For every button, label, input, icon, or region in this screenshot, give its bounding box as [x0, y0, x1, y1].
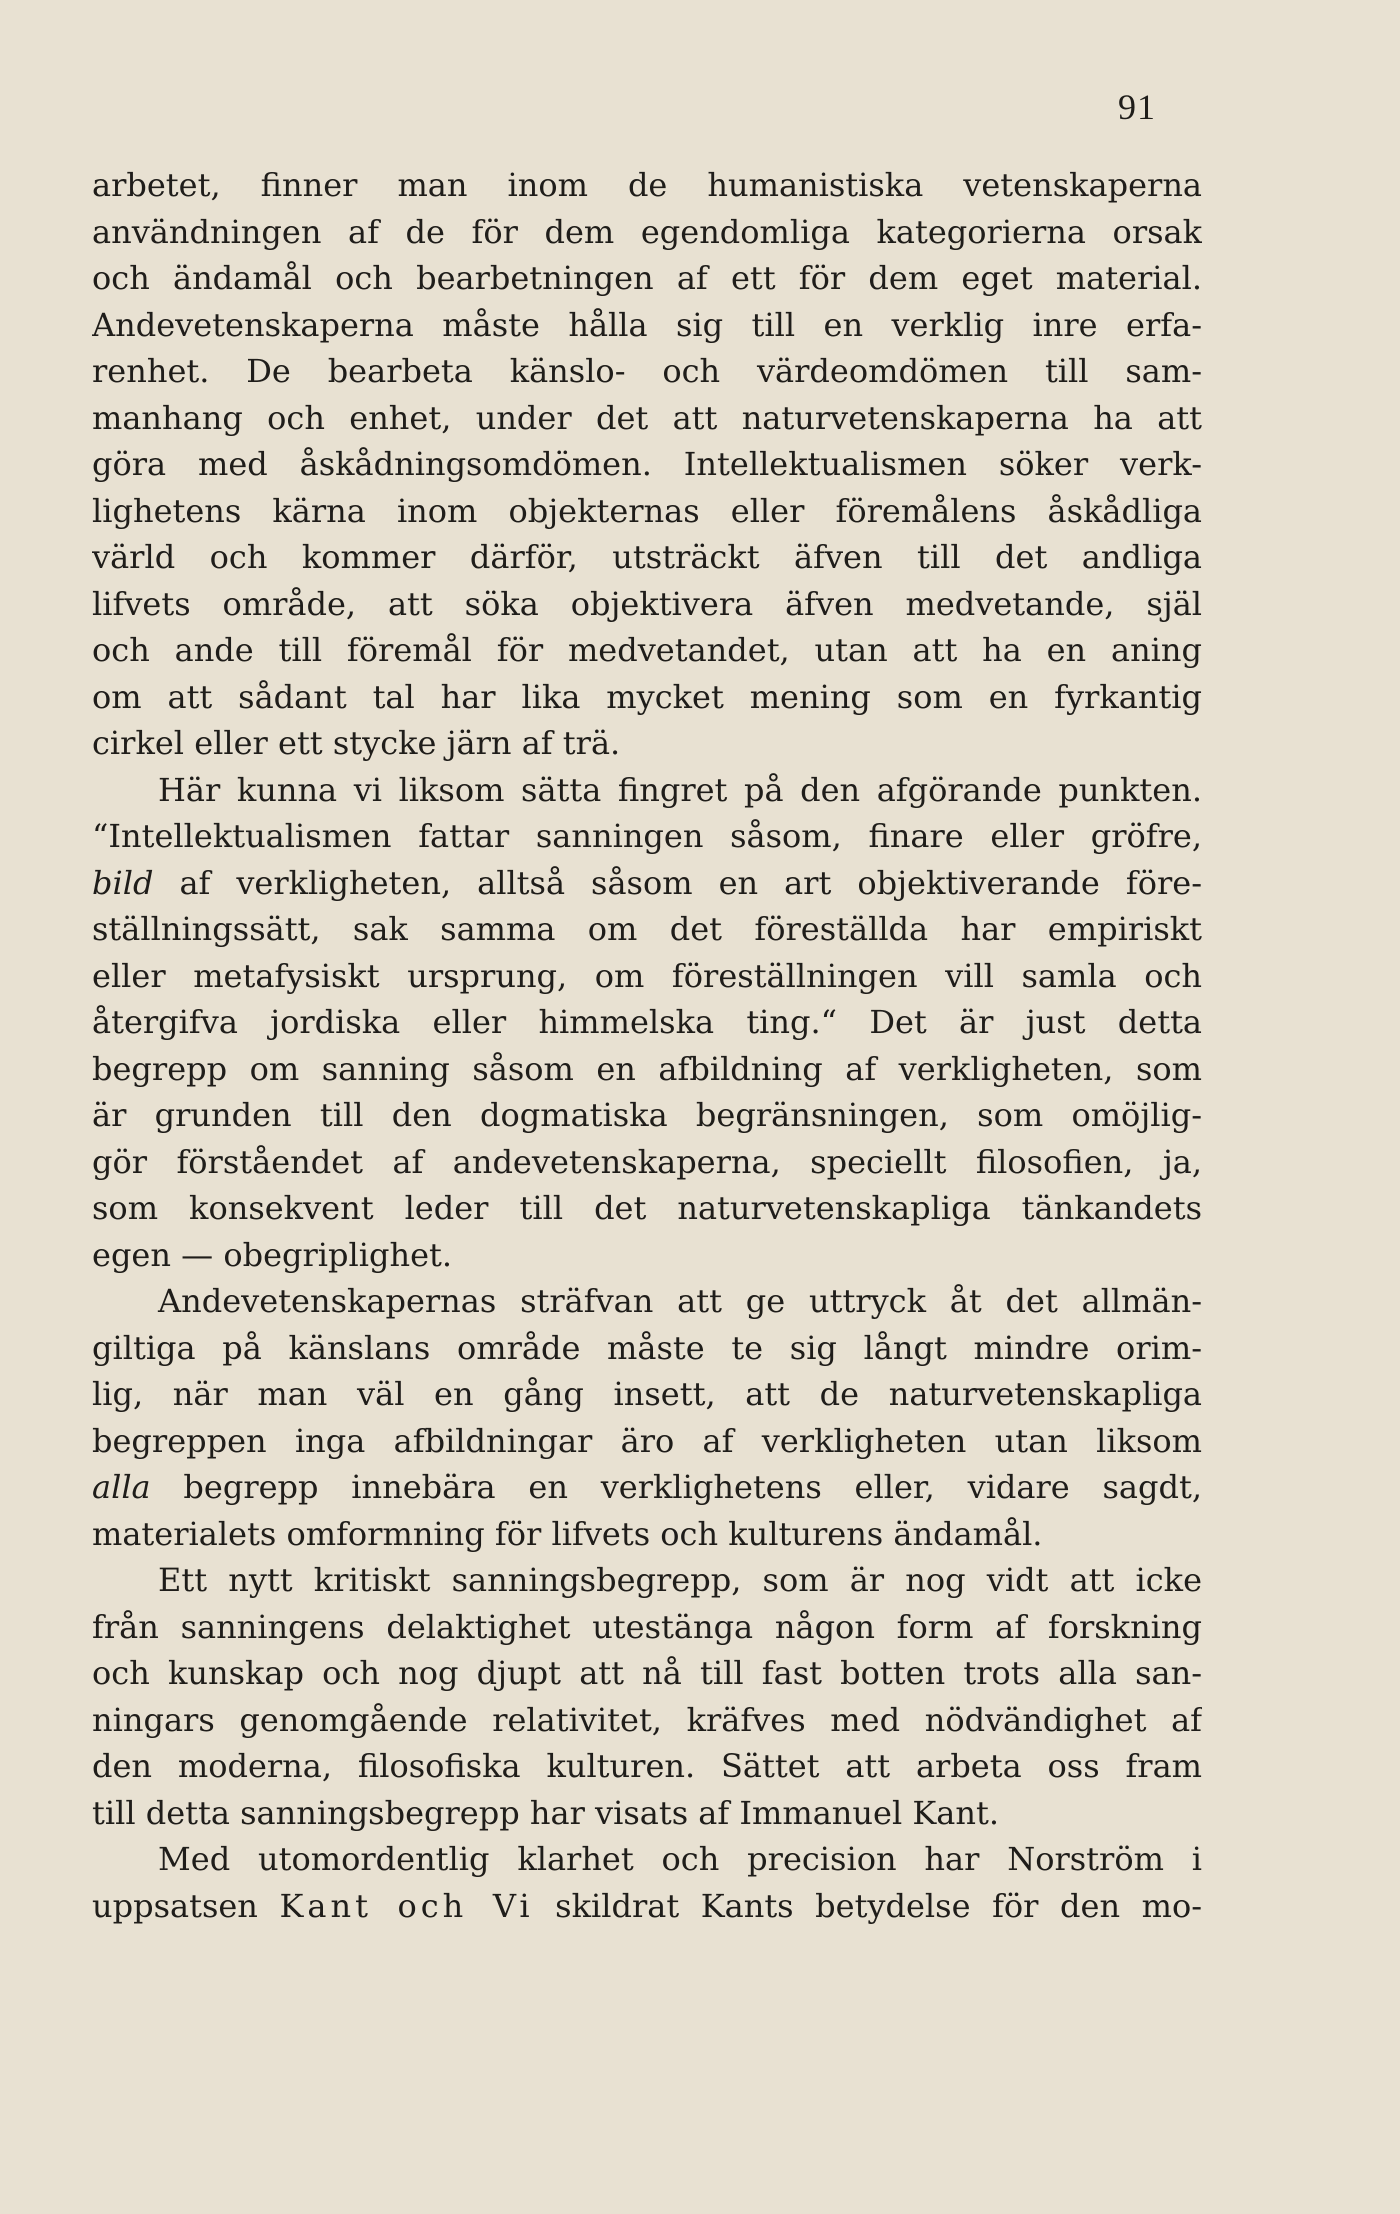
text-line: göra med åskådningsomdömen. Intellektualismen söker verk-: [92, 445, 1202, 483]
text-line: från sanningens delaktighet utestänga någon form af forskning: [92, 1607, 1202, 1646]
text-line: Andevetenskaperna måste hålla sig till en verklig inre erfa-: [92, 305, 1202, 344]
body-text: [92, 162, 1202, 1929]
text-line-with-spaced-title: [92, 1883, 1202, 1930]
text-line: och ändamål och bearbetningen af ett för dem eget material.: [92, 259, 1202, 297]
text-line: och ande till föremål för medvetandet, utan att ha en aning: [92, 631, 1202, 669]
paragraph-end-line: cirkel eller ett stycke järn af trä.: [92, 724, 621, 762]
text-line-with-italic: [92, 860, 1202, 907]
text-line: ställningssätt, sak samma om det föreställda har empiriskt: [92, 910, 1202, 948]
paragraph-end-line: till detta sanningsbegrepp har visats af Immanuel Kant.: [92, 1793, 999, 1832]
text-segment: skildrat Kants betydelse för den mo-: [555, 1886, 1202, 1925]
paragraph-start-line: Andevetenskapernas sträfvan att ge uttryck åt det allmän-: [158, 1282, 1202, 1320]
text-line: eller metafysiskt ursprung, om föreställningen vill samla och: [92, 956, 1202, 995]
text-line: lifvets område, att söka objektivera äfven medvetande, själ: [92, 584, 1202, 623]
text-line: begrepp om sanning såsom en afbildning af verkligheten, som: [92, 1049, 1202, 1088]
text-line: den moderna, filosofiska kulturen. Sättet att arbeta oss fram: [92, 1747, 1202, 1785]
text-segment: begrepp innebära en verklighetens eller, vidare sagdt,: [183, 1468, 1202, 1506]
paragraph-start-line: Här kunna vi liksom sätta fingret på den afgörande punkten.: [158, 770, 1202, 809]
paragraph-end-line: egen — obegriplighet.: [92, 1235, 453, 1274]
text-line: om att sådant tal har lika mycket mening som en fyrkantig: [92, 677, 1202, 716]
text-line: användningen af de för dem egendomliga kategorierna orsak: [92, 212, 1202, 251]
text-line: gör förståendet af andevetenskaperna, speciellt filosofien, ja,: [92, 1142, 1202, 1181]
text-line: är grunden till den dogmatiska begränsningen, som omöjlig-: [92, 1096, 1202, 1134]
paragraph-start-line: Med utomordentlig klarhet och precision har Norström i: [158, 1840, 1202, 1878]
italic-word: bild: [92, 863, 154, 902]
text-segment: uppsatsen: [92, 1886, 258, 1925]
italic-word: alla: [92, 1468, 151, 1506]
text-line: och kunskap och nog djupt att nå till fast botten trots alla san-: [92, 1654, 1202, 1692]
text-line: renhet. De bearbeta känslo- och värdeomdömen till sam-: [92, 352, 1202, 390]
text-line: lig, när man väl en gång insett, att de naturvetenskapliga: [92, 1375, 1202, 1413]
paragraph-start-line: Ett nytt kritiskt sanningsbegrepp, som är nog vidt att icke: [158, 1561, 1202, 1599]
text-segment: af verkligheten, alltså såsom en art objektiverande före-: [179, 863, 1202, 902]
text-line: lighetens kärna inom objekternas eller föremålens åskådliga: [92, 491, 1202, 530]
text-line: begreppen inga afbildningar äro af verkligheten utan liksom: [92, 1421, 1202, 1460]
text-line: arbetet, finner man inom de humanistiska vetenskaperna: [92, 166, 1202, 204]
text-line: “Intellektualismen fattar sanningen såsom, finare eller gröfre,: [92, 817, 1202, 855]
text-line: manhang och enhet, under det att naturvetenskaperna ha att: [92, 398, 1202, 437]
text-line: som konsekvent leder till det naturvetenskapliga tänkandets: [92, 1189, 1202, 1227]
spaced-title: Kant och Vi: [279, 1886, 534, 1925]
text-line-with-italic: [92, 1464, 1202, 1511]
paragraph-end-line: materialets omformning för lifvets och kulturens ändamål.: [92, 1514, 1043, 1553]
text-line: ningars genomgående relativitet, kräfves med nödvändighet af: [92, 1700, 1202, 1739]
text-line: giltiga på känslans område måste te sig långt mindre orim-: [92, 1328, 1202, 1367]
text-line: återgifva jordiska eller himmelska ting.“ Det är just detta: [92, 1003, 1202, 1041]
text-line: värld och kommer därför, utsträckt äfven till det andliga: [92, 538, 1202, 576]
page-number: 91: [1118, 87, 1156, 127]
